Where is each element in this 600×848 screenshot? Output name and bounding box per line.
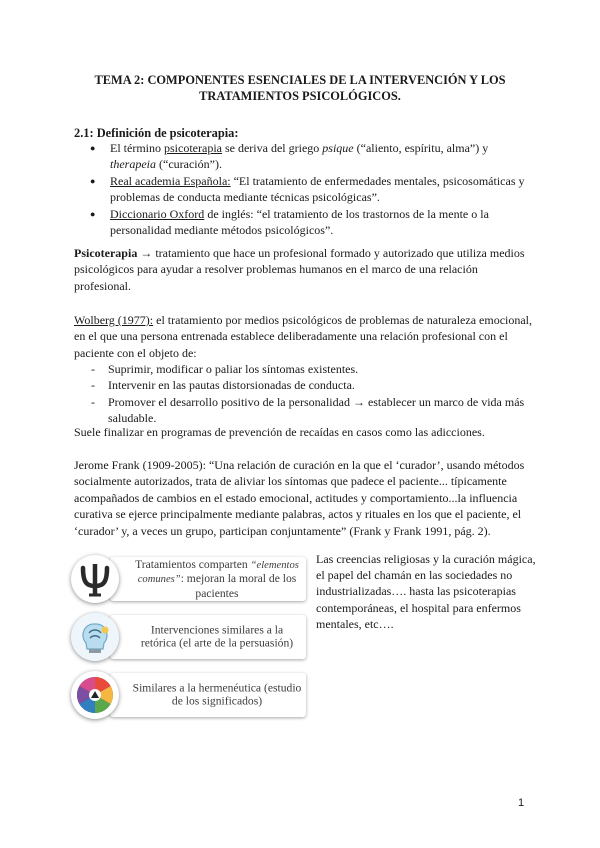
list-item: ● El término psicoterapia se deriva del griego psique (“aliento, espíritu, alma”) y therapeia (“curación”). [74, 140, 534, 173]
diagram-row [70, 553, 308, 605]
title-line-2: TRATAMIENTOS PSICOLÓGICOS. [199, 89, 401, 103]
psi-icon [71, 555, 119, 603]
definition-list [74, 140, 534, 238]
color-wheel-icon [71, 671, 119, 719]
wolberg-objectives [74, 361, 534, 427]
diagram-row-text: Tratamientos comparten “elementos comunes”: mejoran la moral de los pacientes [135, 557, 299, 600]
list-item: - Intervenir en las pautas distorsionadas de conducta. [74, 377, 534, 393]
page-number: 1 [518, 797, 525, 809]
brain-bulb-icon [71, 613, 119, 661]
list-item: ● Diccionario Oxford de inglés: “el tratamiento de los trastornos de la mente o la personalidad mediante métodos psicológicos”. [74, 206, 534, 239]
side-paragraph: Las creencias religiosas y la curación mágica, el papel del chamán en las sociedades no industrializadas…. hasta las psicoterapias contemporáneas, el hospital para enfermos mentales, etc…. [316, 552, 536, 631]
list-item: - Suprimir, modificar o paliar los síntomas existentes. [74, 361, 534, 377]
diagram-row-text: Similares a la hermenéutica (estudio de los significados) [132, 681, 302, 708]
therapy-diagram [70, 553, 308, 723]
list-item: - Promover el desarrollo positivo de la personalidad → establecer un marco de vida más saludable. [74, 394, 534, 427]
frank-quote: Jerome Frank (1909-2005): “Una relación de curación en la que el ‘curador’, usando métodos socialmente autorizados, trata de aliviar los síntomas que padece el paciente... típicamente acompañados de cambios en el estado emocional, actitudes y comportamiento...la influencia curativa se ejerce principalmente mediante palabras, actos y rituales en los que el paciente, el ‘curador’ y, a veces un grupo, participan conjuntamente” (Frank y Frank 1991, pág. 2). [74, 458, 525, 538]
section-heading: 2.1: Definición de psicoterapia: [74, 126, 239, 140]
psicoterapia-paragraph: Psicoterapia → tratamiento que hace un profesional formado y autorizado que utiliza medios psicológicos para ayudar a resolver problemas humanos en el marco de una relación profesional. [74, 246, 525, 293]
page-title [70, 72, 530, 104]
list-item: ● Real academia Española: “El tratamiento de enfermedades mentales, psicosomáticas y problemas de conducta mediante técnicas psicológicas”. [74, 173, 534, 206]
title-line-1: TEMA 2: COMPONENTES ESENCIALES DE LA INTERVENCIÓN Y LOS [94, 73, 506, 87]
relapse-note: Suele finalizar en programas de prevención de recaídas en casos como las adicciones. [74, 425, 485, 439]
wolberg-paragraph: Wolberg (1977): el tratamiento por medios psicológicos de problemas de naturaleza emocional, en el que una persona entrenada establece deliberadamente una relación profesional con el paciente con el objeto de: [74, 313, 533, 360]
diagram-row [70, 611, 308, 663]
diagram-row [70, 669, 308, 721]
diagram-row-text: Intervenciones similares a la retórica (el arte de la persuasión) [140, 623, 294, 650]
